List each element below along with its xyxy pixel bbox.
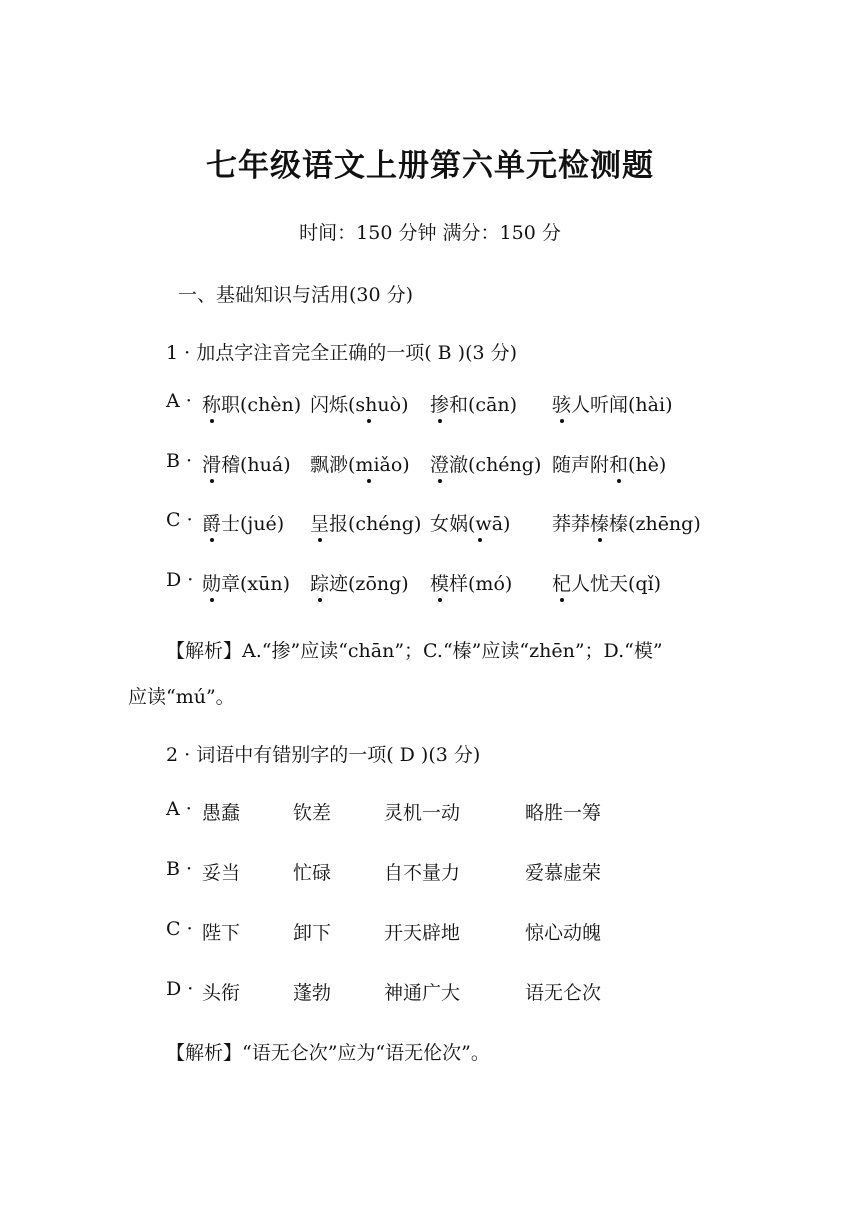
option-b-item-4: 随声附和(hè) [552,450,666,477]
q2-option-b-word-1: 妥当 [202,862,241,884]
q2-option-a-word-1: 愚蠢 [202,802,241,824]
option-d-item-3: 模样(mó) [430,569,512,596]
q2-option-b-word-2: 忙碌 [293,862,332,884]
q2-option-b-label: B · [166,858,193,880]
q2-option-d-word-2: 蓬勃 [293,982,332,1004]
q2-option-c-label: C · [166,918,193,940]
option-b-item-1: 滑稽(huá) [202,450,291,477]
option-d-item-1: 勋章(xūn) [202,569,290,596]
page-title: 七年级语文上册第六单元检测题 [206,148,654,184]
option-c-label: C · [166,509,193,531]
question-2-explanation: 【解析】“语无仑次”应为“语无伦次”。 [166,1042,490,1064]
question-1-explanation-line-2: 应读“mú”。 [128,686,235,708]
option-a-item-3: 掺和(cān) [430,390,517,417]
q2-option-d-word-3: 神通广大 [384,982,461,1004]
q2-option-c-word-1: 陛下 [202,922,241,944]
option-b-item-3: 澄澈(chéng) [430,450,541,477]
option-d-label: D · [166,569,194,591]
q2-option-b-word-3: 自不量力 [384,862,461,884]
option-b-label: B · [166,450,193,472]
q2-option-d-word-1: 头衔 [202,982,241,1004]
option-a-item-4: 骇人听闻(hài) [552,390,672,417]
q2-option-b-word-4: 爱慕虚荣 [525,862,602,884]
question-1-stem: 1 · 加点字注音完全正确的一项( B )(3 分) [166,342,518,364]
q2-option-a-label: A · [166,798,192,820]
q2-option-a-word-4: 略胜一筹 [525,802,602,824]
option-a-item-2: 闪烁(shuò) [310,390,409,417]
question-2-stem: 2 · 词语中有错别字的一项( D )(3 分) [166,744,481,766]
option-c-item-2: 呈报(chéng) [310,509,421,536]
option-d-item-2: 踪迹(zōng) [310,569,409,596]
section-heading: 一、基础知识与活用(30 分) [178,284,414,306]
option-d-item-4: 杞人忧天(qǐ) [552,569,661,596]
option-c-item-1: 爵士(jué) [202,509,284,536]
option-c-item-4: 莽莽榛榛(zhēng) [552,509,701,536]
q2-option-c-word-4: 惊心动魄 [525,922,602,944]
option-c-item-3: 女娲(wā) [430,509,510,536]
q2-option-a-word-3: 灵机一动 [384,802,461,824]
option-a-label: A · [166,390,192,412]
q2-option-d-label: D · [166,978,194,1000]
question-1-explanation-line-1: 【解析】A.“掺”应读“chān”；C.“榛”应读“zhēn”；D.“模” [166,640,663,662]
q2-option-d-word-4: 语无仑次 [525,982,602,1004]
q2-option-c-word-2: 卸下 [293,922,332,944]
option-b-item-2: 飘渺(miǎo) [310,450,410,477]
q2-option-c-word-3: 开天辟地 [384,922,461,944]
exam-time-score: 时间：150 分钟 满分：150 分 [299,222,561,244]
option-a-item-1: 称职(chèn) [202,390,301,417]
q2-option-a-word-2: 钦差 [293,802,332,824]
